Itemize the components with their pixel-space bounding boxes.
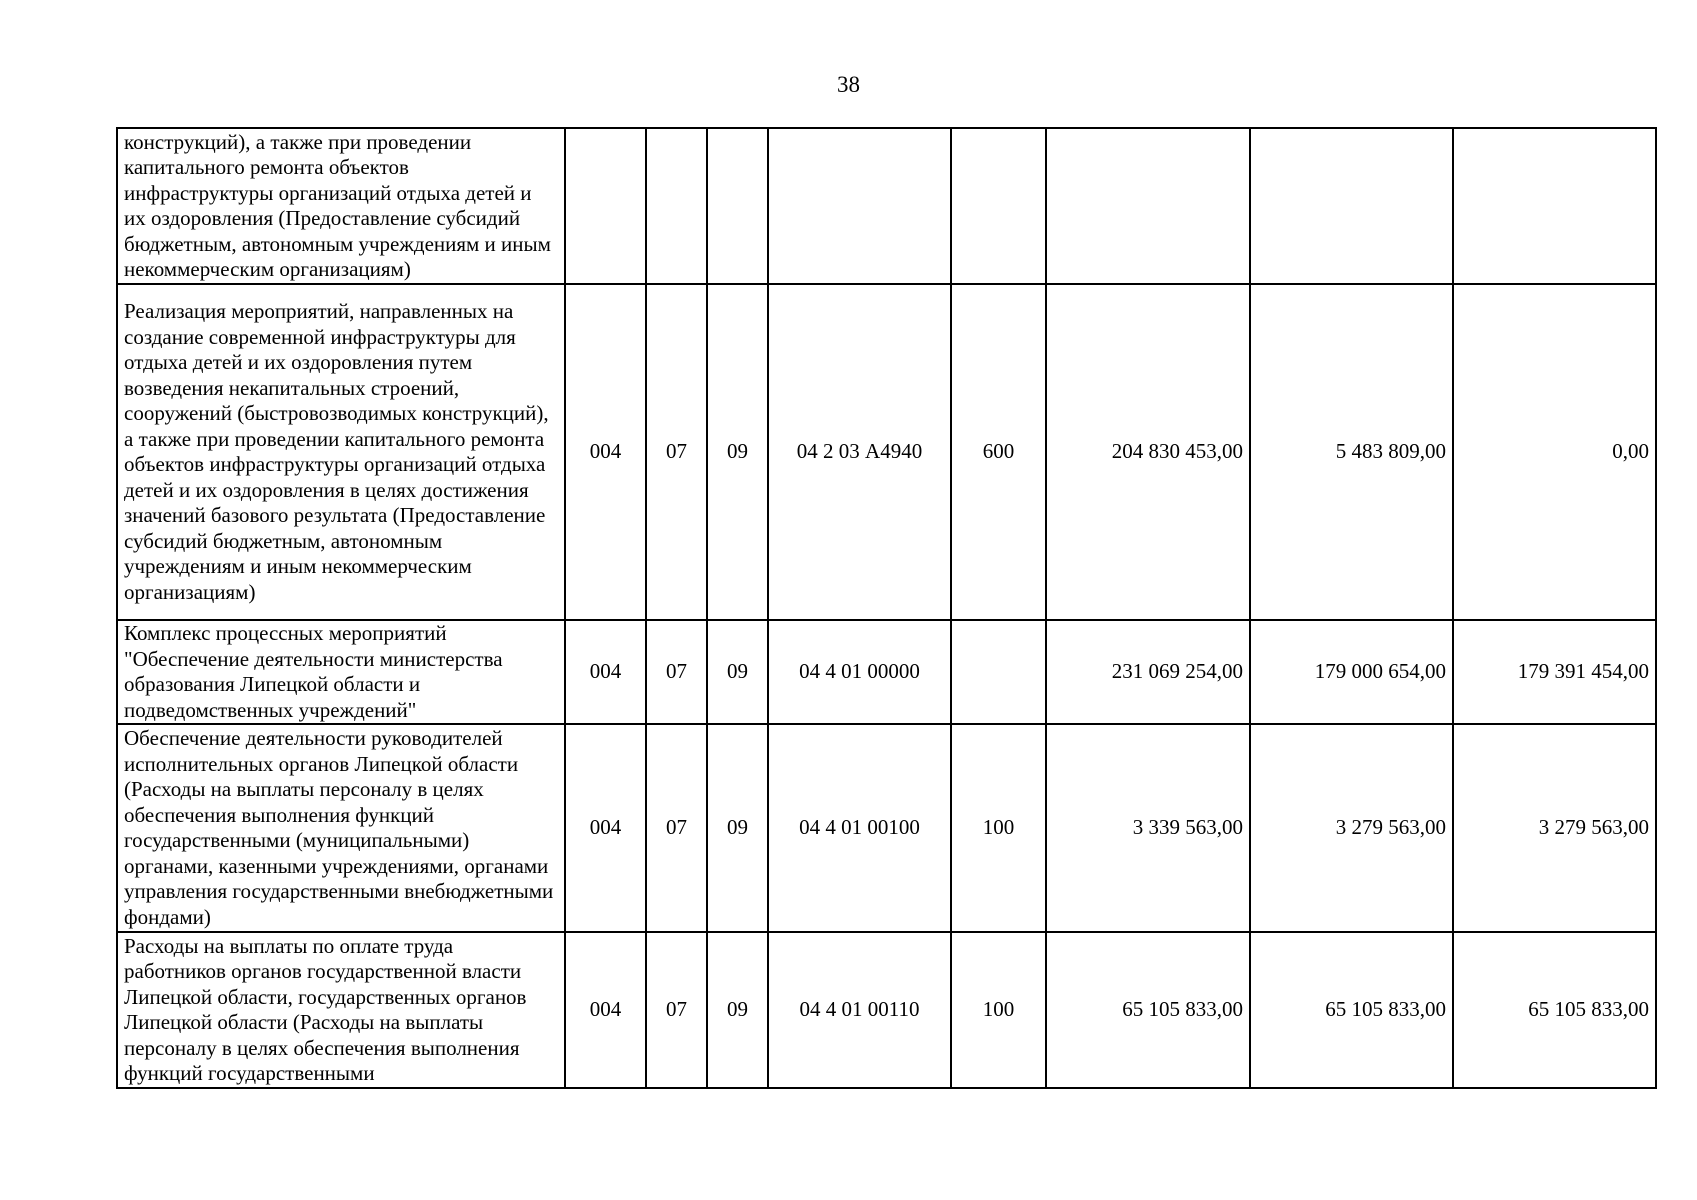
budget-table — [116, 127, 1657, 1089]
sum-year1-cell — [1046, 128, 1250, 284]
table-row — [117, 620, 1656, 724]
expense-type-cell — [951, 620, 1046, 724]
subsection-code-cell: 09 — [707, 620, 768, 724]
ministry-code-cell: 004 — [565, 284, 646, 620]
ministry-code-cell: 004 — [565, 724, 646, 932]
subsection-code-cell: 09 — [707, 724, 768, 932]
sum-year3-cell: 3 279 563,00 — [1453, 724, 1656, 932]
row-name-cell: Обеспечение деятельности руководителей исполнительных органов Липецкой области (Расходы на выплаты персоналу в целях обеспечения выполнения функций государственными (муниципальными) органами, казенными учреждениями, органами управления государственными внебюджетными фондами) — [117, 724, 565, 932]
target-article-cell: 04 4 01 00000 — [768, 620, 951, 724]
section-code-cell: 07 — [646, 620, 707, 724]
target-article-cell: 04 4 01 00110 — [768, 932, 951, 1088]
sum-year1-cell: 65 105 833,00 — [1046, 932, 1250, 1088]
ministry-code-cell: 004 — [565, 932, 646, 1088]
expense-type-cell — [951, 128, 1046, 284]
section-code-cell: 07 — [646, 724, 707, 932]
table-row — [117, 128, 1656, 284]
sum-year3-cell: 0,00 — [1453, 284, 1656, 620]
table-row — [117, 932, 1656, 1088]
sum-year2-cell: 3 279 563,00 — [1250, 724, 1453, 932]
subsection-code-cell — [707, 128, 768, 284]
sum-year1-cell: 231 069 254,00 — [1046, 620, 1250, 724]
sum-year2-cell: 179 000 654,00 — [1250, 620, 1453, 724]
row-name-cell: Комплекс процессных мероприятий "Обеспечение деятельности министерства образования Липецкой области и подведомственных учреждений" — [117, 620, 565, 724]
table-row — [117, 284, 1656, 620]
sum-year1-cell: 3 339 563,00 — [1046, 724, 1250, 932]
sum-year2-cell — [1250, 128, 1453, 284]
target-article-cell: 04 2 03 А4940 — [768, 284, 951, 620]
sum-year3-cell: 65 105 833,00 — [1453, 932, 1656, 1088]
target-article-cell: 04 4 01 00100 — [768, 724, 951, 932]
sum-year2-cell: 65 105 833,00 — [1250, 932, 1453, 1088]
sum-year3-cell — [1453, 128, 1656, 284]
section-code-cell — [646, 128, 707, 284]
row-name-cell: Реализация мероприятий, направленных на создание современной инфраструктуры для отдыха детей и их оздоровления путем возведения некапитальных строений, сооружений (быстровозводимых конструкций), а также при проведении капитального ремонта объектов инфраструктуры организаций отдыха детей и их оздоровления в целях достижения значений базового результата (Предоставление субсидий бюджетным, автономным учреждениям и иным некоммерческим организациям) — [117, 284, 565, 620]
table-row — [117, 724, 1656, 932]
sum-year1-cell: 204 830 453,00 — [1046, 284, 1250, 620]
section-code-cell: 07 — [646, 284, 707, 620]
sum-year2-cell: 5 483 809,00 — [1250, 284, 1453, 620]
page-number: 38 — [837, 72, 860, 97]
target-article-cell — [768, 128, 951, 284]
subsection-code-cell: 09 — [707, 284, 768, 620]
expense-type-cell: 100 — [951, 932, 1046, 1088]
section-code-cell: 07 — [646, 932, 707, 1088]
ministry-code-cell — [565, 128, 646, 284]
row-name-cell: конструкций), а также при проведении капитального ремонта объектов инфраструктуры организаций отдыха детей и их оздоровления (Предоставление субсидий бюджетным, автономным учреждениям и иным некоммерческим организациям) — [117, 128, 565, 284]
row-name-cell: Расходы на выплаты по оплате труда работников органов государственной власти Липецкой области, государственных органов Липецкой области (Расходы на выплаты персоналу в целях обеспечения выполнения функций государственными — [117, 932, 565, 1088]
ministry-code-cell: 004 — [565, 620, 646, 724]
sum-year3-cell: 179 391 454,00 — [1453, 620, 1656, 724]
expense-type-cell: 600 — [951, 284, 1046, 620]
subsection-code-cell: 09 — [707, 932, 768, 1088]
expense-type-cell: 100 — [951, 724, 1046, 932]
